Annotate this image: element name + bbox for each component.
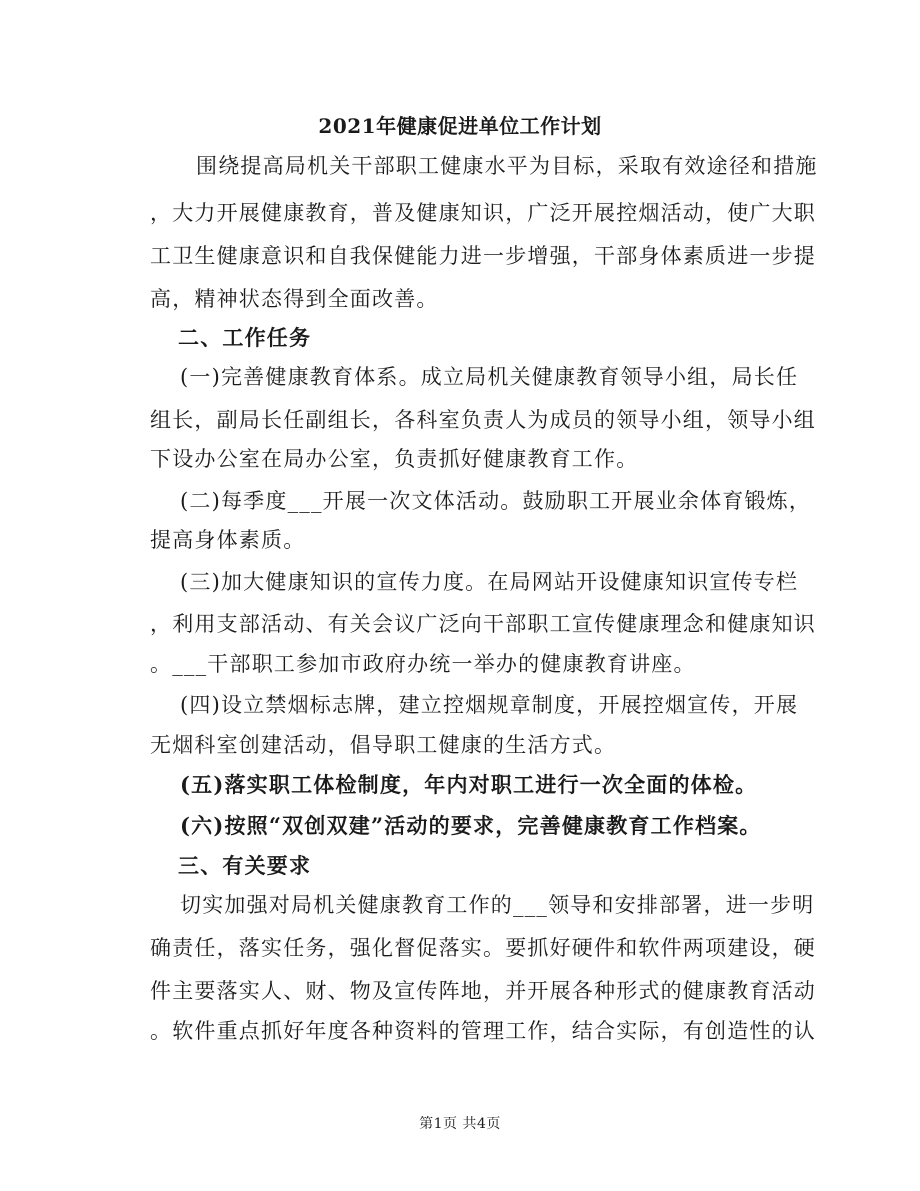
section-heading: 二、工作任务 <box>178 325 312 350</box>
paragraph-line: 。软件重点抓好年度各种资料的管理工作，结合实际，有创造性的认 <box>150 1019 816 1043</box>
paragraph-line: ，利用支部活动、有关会议广泛向干部职工宣传健康理念和健康知识 <box>150 612 816 636</box>
document-title: 2021年健康促进单位工作计划 <box>318 114 602 138</box>
paragraph-line: 下设办公室在局办公室，负责抓好健康教育工作。 <box>150 447 639 471</box>
paragraph-line-bold: (五)落实职工体检制度，年内对职工进行一次全面的体检。 <box>180 772 758 797</box>
section-heading: 三、有关要求 <box>178 853 312 878</box>
paragraph-line: 围绕提高局机关干部职工健康水平为目标，采取有效途径和措施 <box>196 154 818 178</box>
paragraph-line: 工卫生健康意识和自我保健能力进一步增强，干部身体素质进一步提 <box>150 244 816 268</box>
paragraph-line: 提高身体素质。 <box>150 528 306 552</box>
paragraph-line: 确责任，落实任务，强化督促落实。要抓好硬件和软件两项建设，硬 <box>150 936 816 960</box>
paragraph-line: 切实加强对局机关健康教育工作的___领导和安排部署，进一步明 <box>180 893 815 917</box>
paragraph-line: 组长，副局长任副组长，各科室负责人为成员的领导小组，领导小组 <box>150 408 816 432</box>
paragraph-line: 。___干部职工参加市政府办统一举办的健康教育讲座。 <box>150 652 696 676</box>
paragraph-line: 件主要落实人、财、物及宣传阵地，并开展各种形式的健康教育活动 <box>150 979 816 1003</box>
paragraph-line: (四)设立禁烟标志牌，建立控烟规章制度，开展控烟宣传，开展 <box>180 693 799 717</box>
paragraph-line-bold: (六)按照“双创双建”活动的要求，完善健康教育工作档案。 <box>180 813 762 838</box>
page-number: 第1页 共4页 <box>419 1116 501 1132</box>
paragraph-line: (一)完善健康教育体系。成立局机关健康教育领导小组，局长任 <box>180 365 799 389</box>
paragraph-line: 高，精神状态得到全面改善。 <box>150 287 439 311</box>
paragraph-line: (三)加大健康知识的宣传力度。在局网站开设健康知识宣传专栏 <box>180 570 799 594</box>
paragraph-line: 无烟科室创建活动，倡导职工健康的生活方式。 <box>150 733 617 757</box>
paragraph-line: ，大力开展健康教育，普及健康知识，广泛开展控烟活动，使广大职 <box>150 201 816 225</box>
paragraph-line: (二)每季度___开展一次文体活动。鼓励职工开展业余体育锻炼， <box>180 489 812 513</box>
